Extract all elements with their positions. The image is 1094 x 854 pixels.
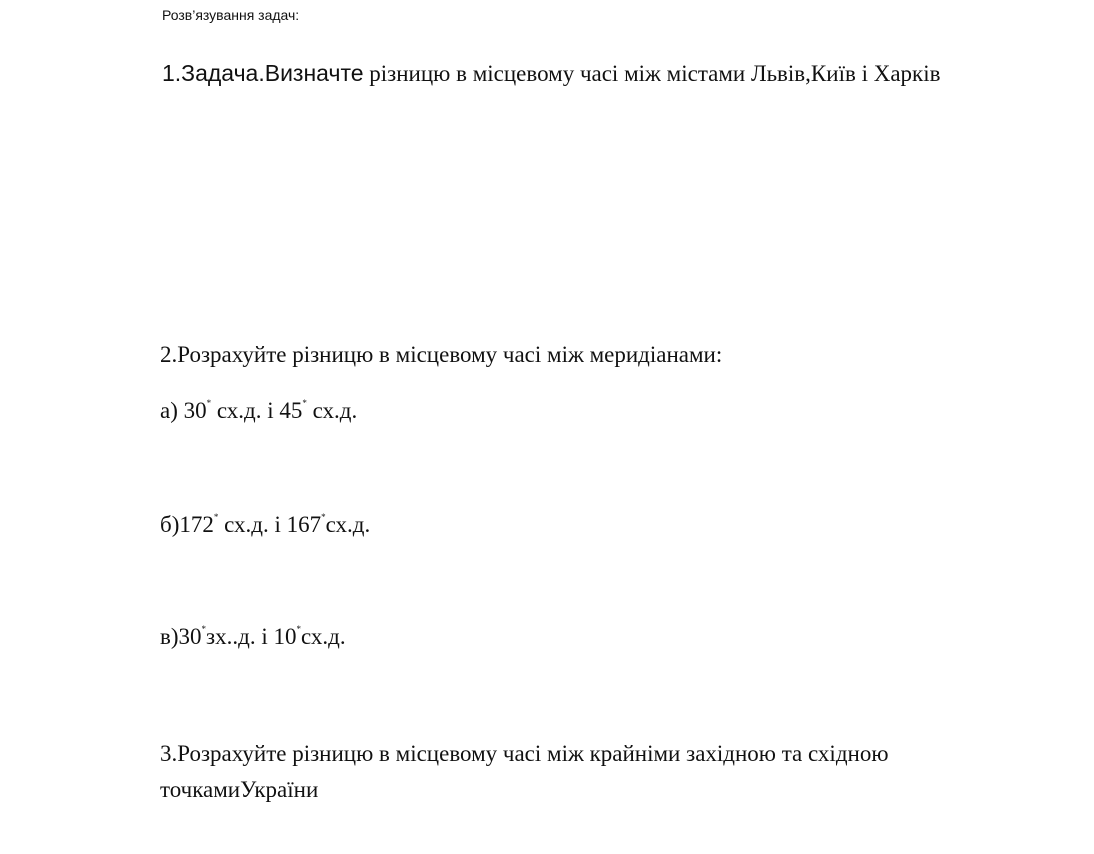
item-a-part2: сх.д. і 45 xyxy=(211,398,303,423)
degree-mark: * xyxy=(206,398,212,408)
task-3 xyxy=(160,736,1060,808)
task-2-title: 2.Розрахуйте різницю в місцевому часі між меридіанами: xyxy=(160,342,723,367)
item-b-part1: б)172 xyxy=(160,512,214,537)
degree-mark: * xyxy=(302,398,307,408)
item-b-part3: сх.д. xyxy=(325,512,371,537)
degree-mark: * xyxy=(213,512,219,522)
degree-mark: * xyxy=(296,624,301,634)
degree-mark: * xyxy=(321,512,326,522)
task-3-line-1: 3.Розрахуйте різницю в місцевому часі між крайніми західною та східною xyxy=(160,741,889,766)
item-a-part3: сх.д. xyxy=(306,398,358,423)
task-3-line-2: точкамиУкраїни xyxy=(160,777,319,802)
item-c-part1: в)30 xyxy=(160,624,202,649)
item-c-part2: зх..д. і 10 xyxy=(206,624,297,649)
task-2-item-b xyxy=(160,512,370,538)
item-a-part1: а) 30 xyxy=(160,398,207,423)
task-1 xyxy=(162,60,940,87)
section-heading: Розв’язування задач: xyxy=(162,7,300,23)
task-2-item-c xyxy=(160,624,346,650)
task-2-item-a xyxy=(160,398,357,424)
task-1-text: різницю в місцевому часі між містами Львів,Київ і Харків xyxy=(363,61,941,86)
task-1-label: 1.Задача.Визначте xyxy=(162,60,364,86)
item-b-part2: сх.д. і 167 xyxy=(218,512,322,537)
item-c-part3: сх.д. xyxy=(300,624,346,649)
degree-mark: * xyxy=(201,624,207,634)
